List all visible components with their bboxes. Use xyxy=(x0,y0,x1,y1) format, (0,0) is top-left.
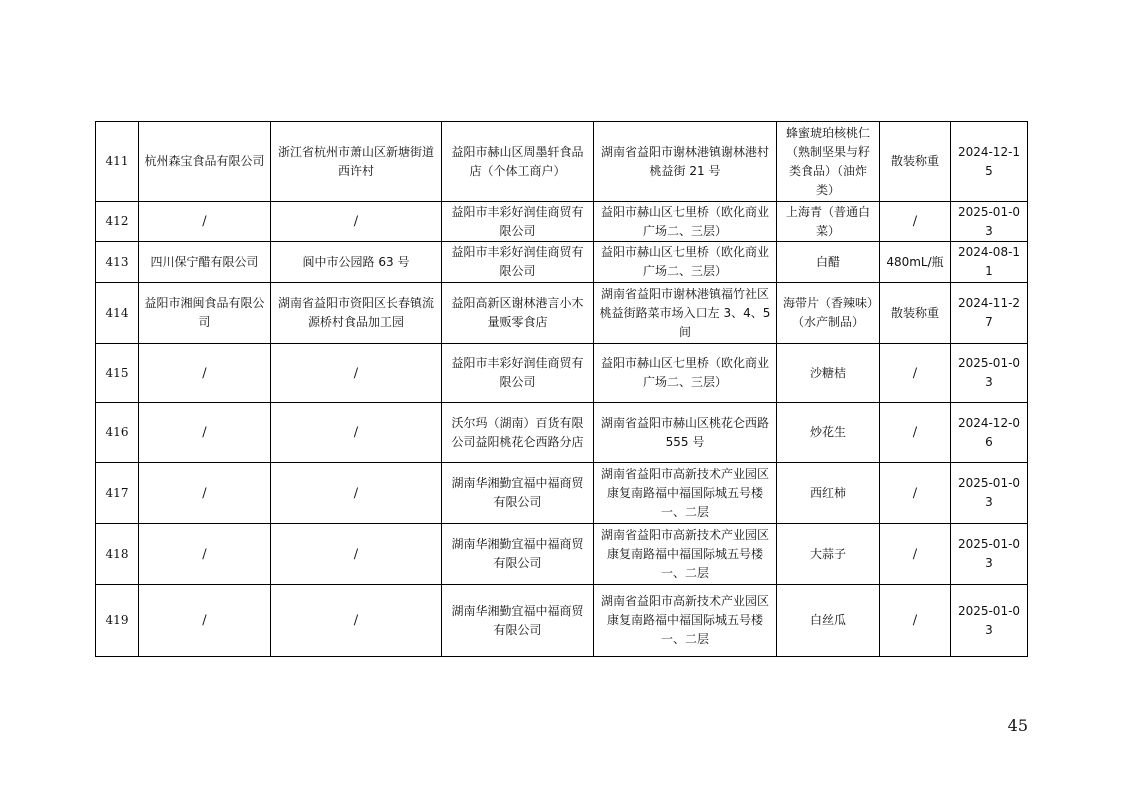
cell-spec: 480mL/瓶 xyxy=(880,242,951,283)
cell-spec: 散装称重 xyxy=(880,122,951,202)
cell-producer: / xyxy=(139,202,271,242)
cell-number: 414 xyxy=(96,283,139,344)
table-wrapper xyxy=(95,121,1027,657)
cell-product: 上海青（普通白菜） xyxy=(777,202,880,242)
cell-seller-address: 湖南省益阳市谢林港镇谢林港村桃益街 21 号 xyxy=(594,122,777,202)
cell-seller: 湖南华湘勤宜福中福商贸有限公司 xyxy=(442,463,594,524)
cell-producer-address: 浙江省杭州市萧山区新塘街道西许村 xyxy=(271,122,442,202)
cell-spec: / xyxy=(880,463,951,524)
cell-seller: 益阳市赫山区周墨轩食品店（个体工商户） xyxy=(442,122,594,202)
cell-number: 415 xyxy=(96,344,139,403)
cell-date: 2025-01-03 xyxy=(951,524,1028,585)
cell-spec: / xyxy=(880,403,951,463)
cell-product: 白丝瓜 xyxy=(777,585,880,657)
table-row xyxy=(96,122,1028,202)
cell-number: 418 xyxy=(96,524,139,585)
cell-date: 2024-08-11 xyxy=(951,242,1028,283)
table-row xyxy=(96,403,1028,463)
table-row xyxy=(96,242,1028,283)
cell-number: 416 xyxy=(96,403,139,463)
cell-number: 417 xyxy=(96,463,139,524)
cell-seller: 湖南华湘勤宜福中福商贸有限公司 xyxy=(442,524,594,585)
table-row xyxy=(96,202,1028,242)
table-row xyxy=(96,585,1028,657)
cell-spec: 散装称重 xyxy=(880,283,951,344)
cell-spec: / xyxy=(880,524,951,585)
cell-producer: / xyxy=(139,403,271,463)
cell-product: 炒花生 xyxy=(777,403,880,463)
page-number: 45 xyxy=(1007,716,1028,735)
cell-seller: 益阳高新区谢林港言小木量贩零食店 xyxy=(442,283,594,344)
cell-producer-address: / xyxy=(271,463,442,524)
cell-product: 大蒜子 xyxy=(777,524,880,585)
cell-product: 白醋 xyxy=(777,242,880,283)
table-row xyxy=(96,283,1028,344)
cell-date: 2025-01-03 xyxy=(951,344,1028,403)
cell-seller: 益阳市丰彩好润佳商贸有限公司 xyxy=(442,202,594,242)
cell-producer-address: / xyxy=(271,202,442,242)
table-row xyxy=(96,344,1028,403)
cell-producer: / xyxy=(139,344,271,403)
cell-product: 海带片（香辣味）（水产制品） xyxy=(777,283,880,344)
cell-seller-address: 湖南省益阳市高新技术产业园区康复南路福中福国际城五号楼一、二层 xyxy=(594,463,777,524)
cell-seller: 益阳市丰彩好润佳商贸有限公司 xyxy=(442,242,594,283)
cell-seller: 益阳市丰彩好润佳商贸有限公司 xyxy=(442,344,594,403)
cell-seller: 湖南华湘勤宜福中福商贸有限公司 xyxy=(442,585,594,657)
cell-product: 沙糖桔 xyxy=(777,344,880,403)
cell-seller: 沃尔玛（湖南）百货有限公司益阳桃花仑西路分店 xyxy=(442,403,594,463)
cell-producer-address: / xyxy=(271,524,442,585)
cell-producer-address: / xyxy=(271,344,442,403)
cell-producer: / xyxy=(139,524,271,585)
sampling-results-table xyxy=(95,121,1028,657)
cell-seller-address: 益阳市赫山区七里桥（欧化商业广场二、三层） xyxy=(594,242,777,283)
cell-number: 412 xyxy=(96,202,139,242)
cell-producer: 益阳市湘闽食品有限公司 xyxy=(139,283,271,344)
cell-number: 419 xyxy=(96,585,139,657)
cell-number: 411 xyxy=(96,122,139,202)
cell-spec: / xyxy=(880,344,951,403)
cell-product: 西红柿 xyxy=(777,463,880,524)
cell-producer: / xyxy=(139,463,271,524)
cell-producer-address: 湖南省益阳市资阳区长春镇流源桥村食品加工园 xyxy=(271,283,442,344)
cell-product: 蜂蜜琥珀核桃仁（熟制坚果与籽类食品）（油炸类） xyxy=(777,122,880,202)
cell-seller-address: 湖南省益阳市高新技术产业园区康复南路福中福国际城五号楼一、二层 xyxy=(594,585,777,657)
cell-seller-address: 益阳市赫山区七里桥（欧化商业广场二、三层） xyxy=(594,202,777,242)
cell-seller-address: 湖南省益阳市谢林港镇福竹社区桃益街路菜市场入口左 3、4、5 间 xyxy=(594,283,777,344)
table-row xyxy=(96,463,1028,524)
cell-seller-address: 湖南省益阳市高新技术产业园区康复南路福中福国际城五号楼一、二层 xyxy=(594,524,777,585)
cell-producer-address: / xyxy=(271,585,442,657)
cell-date: 2024-12-06 xyxy=(951,403,1028,463)
cell-producer: 杭州森宝食品有限公司 xyxy=(139,122,271,202)
cell-date: 2025-01-03 xyxy=(951,463,1028,524)
cell-producer: 四川保宁醋有限公司 xyxy=(139,242,271,283)
table-row xyxy=(96,524,1028,585)
cell-date: 2025-01-03 xyxy=(951,202,1028,242)
cell-date: 2025-01-03 xyxy=(951,585,1028,657)
cell-producer: / xyxy=(139,585,271,657)
cell-date: 2024-11-27 xyxy=(951,283,1028,344)
table-body xyxy=(96,122,1028,657)
cell-date: 2024-12-15 xyxy=(951,122,1028,202)
cell-spec: / xyxy=(880,585,951,657)
cell-producer-address: 阆中市公园路 63 号 xyxy=(271,242,442,283)
cell-seller-address: 益阳市赫山区七里桥（欧化商业广场二、三层） xyxy=(594,344,777,403)
cell-number: 413 xyxy=(96,242,139,283)
cell-spec: / xyxy=(880,202,951,242)
cell-seller-address: 湖南省益阳市赫山区桃花仑西路 555 号 xyxy=(594,403,777,463)
cell-producer-address: / xyxy=(271,403,442,463)
